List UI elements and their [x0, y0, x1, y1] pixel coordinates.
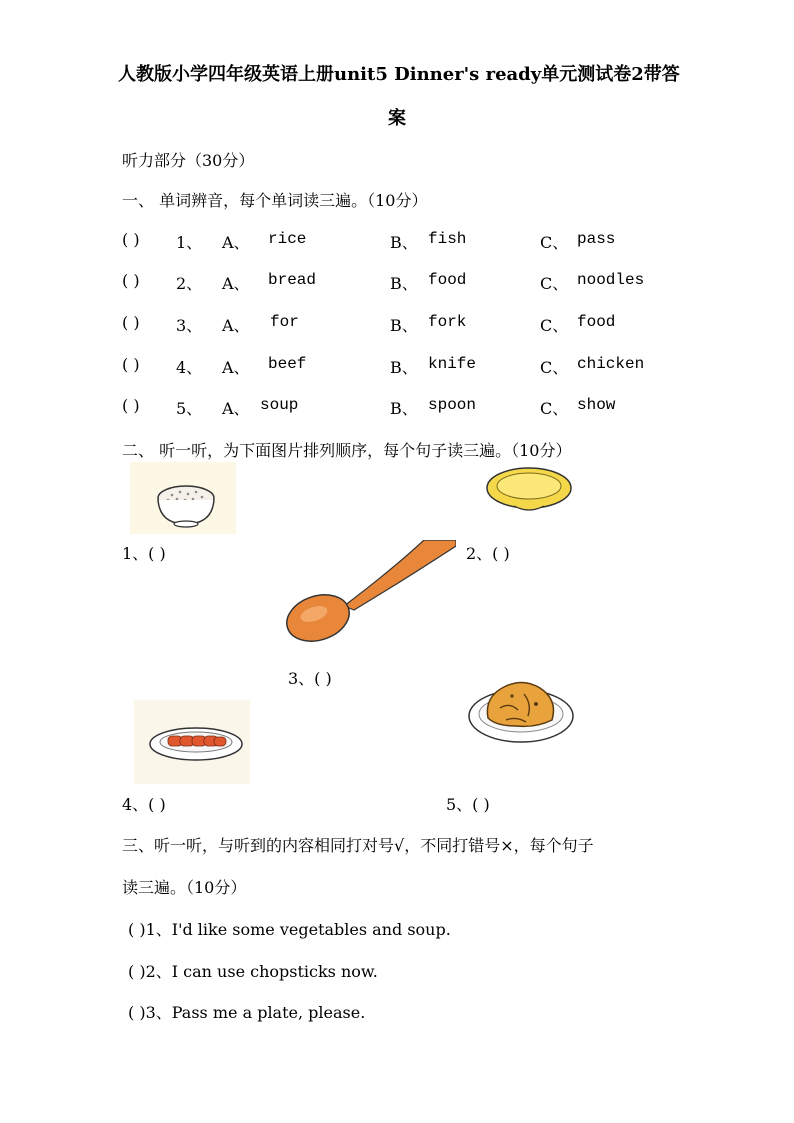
- chicken-plate-picture: [466, 674, 576, 746]
- option-c-word: food: [577, 313, 616, 331]
- sausage-plate-picture: [134, 700, 250, 784]
- option-b-word: spoon: [428, 396, 477, 414]
- question-number: 5、: [176, 399, 203, 418]
- option-c-label: C、: [540, 233, 569, 252]
- option-c-label: C、: [540, 274, 569, 293]
- answer-paren[interactable]: ( ): [122, 313, 140, 332]
- option-b-word: fork: [428, 313, 467, 331]
- question-number: 4、: [176, 358, 203, 377]
- option-a-label: A、: [222, 233, 250, 252]
- answer-paren[interactable]: ( ): [122, 355, 140, 374]
- option-b-word: food: [428, 271, 467, 289]
- option-a-label: A、: [222, 274, 250, 293]
- picture-label-3[interactable]: 3、( ): [288, 669, 332, 688]
- option-a-word: soup: [260, 396, 299, 414]
- option-a-word: rice: [268, 230, 307, 248]
- section1-heading: 一、 单词辨音，每个单词读三遍。（10分）: [122, 191, 428, 210]
- option-a-word: bread: [268, 271, 317, 289]
- option-c-word: show: [577, 396, 616, 414]
- rice-bowl-picture: [130, 462, 236, 534]
- answer-paren[interactable]: ( ): [122, 271, 140, 290]
- picture-label-1[interactable]: 1、( ): [122, 544, 166, 563]
- option-a-label: A、: [222, 358, 250, 377]
- picture-label-2[interactable]: 2、( ): [466, 544, 510, 563]
- question-number: 2、: [176, 274, 203, 293]
- listening-header: 听力部分（30分）: [122, 151, 255, 170]
- option-b-word: knife: [428, 355, 477, 373]
- option-a-word: beef: [268, 355, 307, 373]
- option-b-label: B、: [390, 233, 418, 252]
- page-title-line1: 人教版小学四年级英语上册unit5 Dinner's ready单元测试卷2带答: [118, 64, 680, 85]
- option-b-label: B、: [390, 399, 418, 418]
- answer-paren[interactable]: ( ): [122, 396, 140, 415]
- plate-picture: [484, 462, 574, 518]
- question-number: 1、: [176, 233, 203, 252]
- spoon-picture: [284, 540, 456, 642]
- page-title-line2: 案: [388, 108, 406, 129]
- option-a-label: A、: [222, 399, 250, 418]
- option-c-label: C、: [540, 399, 569, 418]
- option-a-label: A、: [222, 316, 250, 335]
- option-c-word: chicken: [577, 355, 645, 373]
- judgement-item-3[interactable]: ( )3、Pass me a plate, please.: [128, 1003, 366, 1022]
- option-c-label: C、: [540, 358, 569, 377]
- option-a-word: for: [270, 313, 299, 331]
- option-c-label: C、: [540, 316, 569, 335]
- option-b-label: B、: [390, 358, 418, 377]
- section3-heading-line2: 读三遍。（10分）: [122, 878, 247, 897]
- question-number: 3、: [176, 316, 203, 335]
- option-b-label: B、: [390, 316, 418, 335]
- section2-heading: 二、 听一听，为下面图片排列顺序，每个句子读三遍。（10分）: [122, 441, 572, 460]
- option-c-word: pass: [577, 230, 616, 248]
- picture-label-4[interactable]: 4、( ): [122, 795, 166, 814]
- judgement-item-2[interactable]: ( )2、I can use chopsticks now.: [128, 962, 378, 981]
- option-b-label: B、: [390, 274, 418, 293]
- option-b-word: fish: [428, 230, 467, 248]
- section3-heading-line1: 三、听一听，与听到的内容相同打对号√，不同打错号×，每个句子: [122, 836, 594, 855]
- judgement-item-1[interactable]: ( )1、I'd like some vegetables and soup.: [128, 920, 451, 939]
- option-c-word: noodles: [577, 271, 645, 289]
- picture-label-5[interactable]: 5、( ): [446, 795, 490, 814]
- answer-paren[interactable]: ( ): [122, 230, 140, 249]
